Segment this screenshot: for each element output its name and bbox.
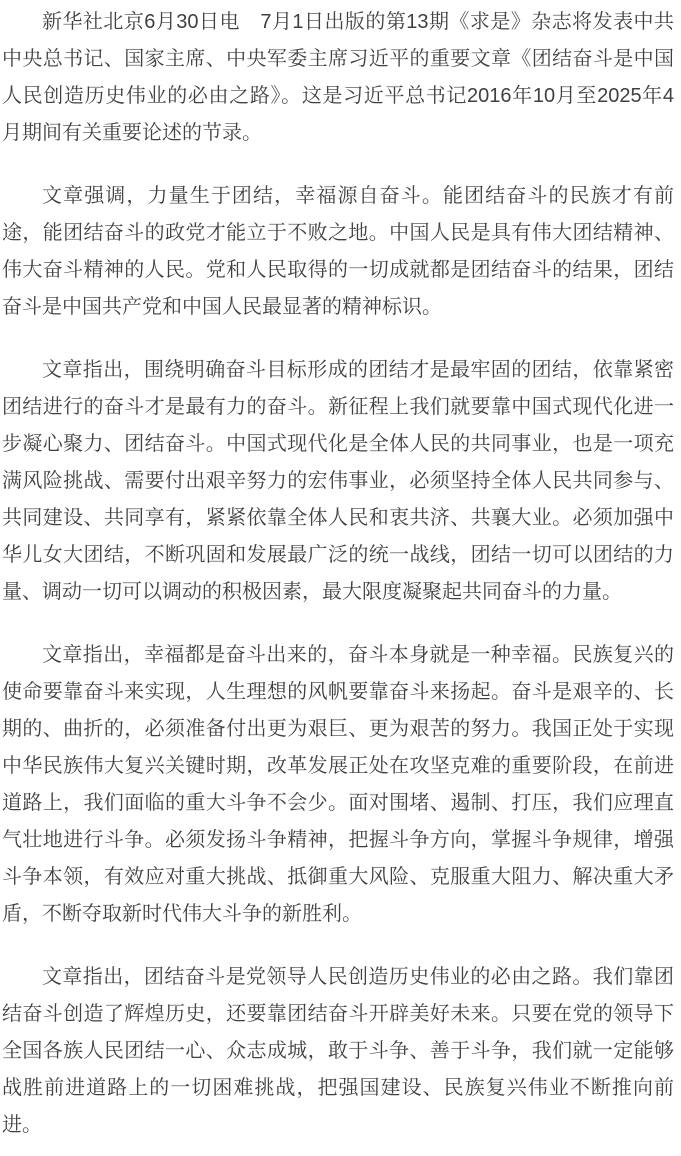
article-paragraph-point-2: 文章指出，幸福都是奋斗出来的，奋斗本身就是一种幸福。民族复兴的使命要靠奋斗来实现，人生理想的风帆要靠奋斗来扬起。奋斗是艰辛的、长期的、曲折的，必须准备付出更为艰巨、更为艰苦的努力。我国正处于实现中华民族伟大复兴关键时期，改革发展正处在攻坚克难的重要阶段，在前进道路上，我们面临的重大斗争不会少。面对围堵、遏制、打压，我们应理直气壮地进行斗争。必须发扬斗争精神，把握斗争方向，掌握斗争规律，增强斗争本领，有效应对重大挑战、抵御重大风险、克服重大阻力、解决重大矛盾，不断夺取新时代伟大斗争的新胜利。 (2, 644, 674, 925)
article-paragraph-point-1: 文章指出，围绕明确奋斗目标形成的团结才是最牢固的团结，依靠紧密团结进行的奋斗才是最有力的奋斗。新征程上我们就要靠中国式现代化进一步凝心聚力、团结奋斗。中国式现代化是全体人民的共同事业，也是一项充满风险挑战、需要付出艰辛努力的宏伟事业，必须坚持全体人民共同参与、共同建设、共同享有，紧紧依靠全体人民和衷共济、共襄大业。必须加强中华儿女大团结，不断巩固和发展最广泛的统一战线，团结一切可以团结的力量、调动一切可以调动的积极因素，最大限度凝聚起共同奋斗的力量。 (2, 359, 674, 603)
article-paragraph-emphasis: 文章强调，力量生于团结，幸福源自奋斗。能团结奋斗的民族才有前途，能团结奋斗的政党才能立于不败之地。中国人民是具有伟大团结精神、伟大奋斗精神的人民。党和人民取得的一切成就都是团结奋斗的结果，团结奋斗是中国共产党和中国人民最显著的精神标识。 (2, 185, 674, 318)
article-paragraph-point-3: 文章指出，团结奋斗是党领导人民创造历史伟业的必由之路。我们靠团结奋斗创造了辉煌历史，还要靠团结奋斗开辟美好未来。只要在党的领导下全国各族人民团结一心、众志成城，敢于斗争、善于斗争，我们就一定能够战胜前进道路上的一切困难挑战，把强国建设、民族复兴伟业不断推向前进。 (2, 966, 674, 1136)
article-paragraph-lede: 新华社北京6月30日电 7月1日出版的第13期《求是》杂志将发表中共中央总书记、国家主席、中央军委主席习近平的重要文章《团结奋斗是中国人民创造历史伟业的必由之路》。这是习近平总书记2016年10月至2025年4月期间有关重要论述的节录。 (2, 11, 674, 144)
